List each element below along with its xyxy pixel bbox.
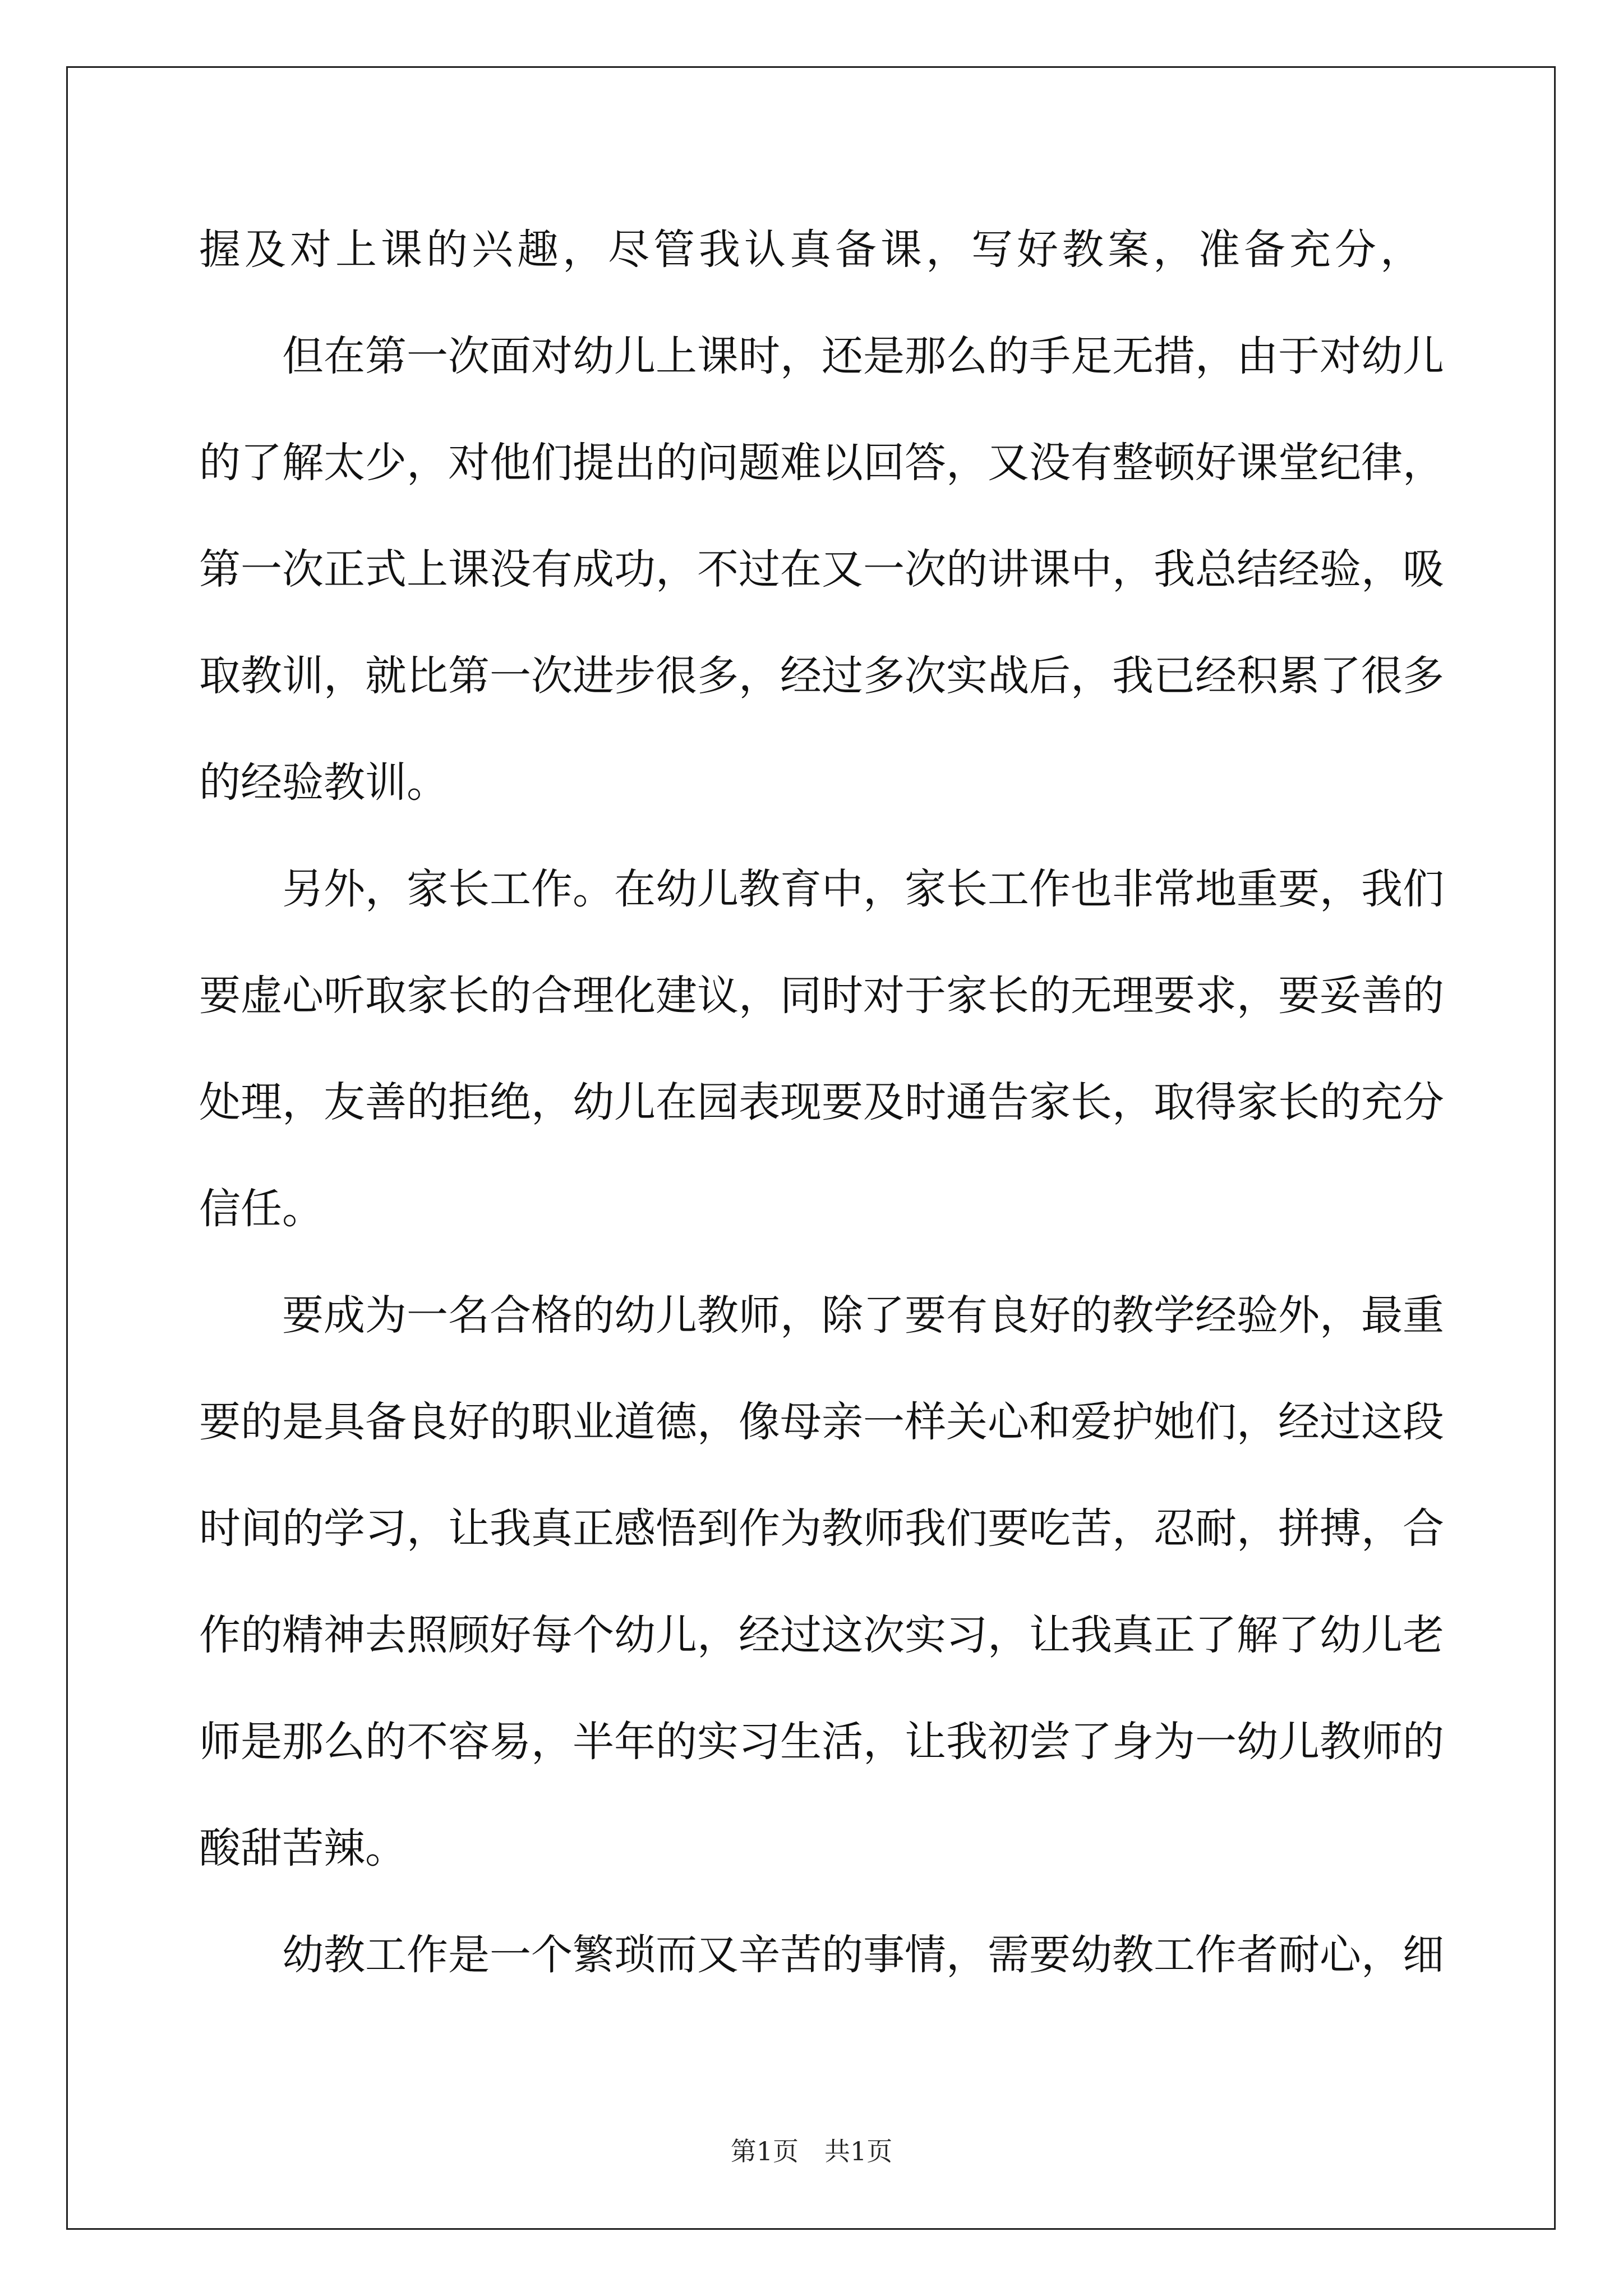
text-line: 要 虚 心 听 取 家 长 的 合 理 化 建 议 ， 同 时 对 于 家 长 的 无 理 要 求 ， 要 妥 善 的 [199, 972, 1444, 1020]
text-line: 另 外 ， 家 长 工 作 。 在 幼 儿 教 育 中 ， 家 长 工 作 也 非 常 地 重 要 ， 我 们 [282, 865, 1444, 913]
text-line: 要 成 为 一 名 合 格 的 幼 儿 教 师 ， 除 了 要 有 良 好 的 教 学 经 验 外 ， 最 重 [282, 1291, 1444, 1340]
text-line: 要 的 是 具 备 良 好 的 职 业 道 德 ， 像 母 亲 一 样 关 心 和 爱 护 她 们 ， 经 过 这 段 [199, 1398, 1444, 1446]
page-footer: 第1页 共1页 [730, 2136, 893, 2166]
text-line: 握 及 对 上 课 的 兴 趣 ， 尽 管 我 认 真 备 课 ， 写 好 教 案 ， 准 备 充 分 ， [199, 226, 1422, 274]
text-line: 但 在 第 一 次 面 对 幼 儿 上 课 时 ， 还 是 那 么 的 手 足 无 措 ， 由 于 对 幼 儿 [282, 332, 1444, 380]
text-line: 幼 教 工 作 是 一 个 繁 琐 而 又 辛 苦 的 事 情 ， 需 要 幼 教 工 作 者 耐 心 ， 细 [282, 1931, 1444, 1979]
text-line: 第 一 次 正 式 上 课 没 有 成 功 ， 不 过 在 又 一 次 的 讲 课 中 ， 我 总 结 经 验 ， 吸 [199, 545, 1444, 593]
text-line: 处 理 ， 友 善 的 拒 绝 ， 幼 儿 在 园 表 现 要 及 时 通 告 家 长 ， 取 得 家 长 的 充 分 [199, 1078, 1444, 1126]
text-line: 时 间 的 学 习 ， 让 我 真 正 感 悟 到 作 为 教 师 我 们 要 吃 苦 ， 忍 耐 ， 拼 搏 ， 合 [199, 1504, 1444, 1553]
text-line: 酸甜苦辣。 [199, 1824, 407, 1872]
text-line: 的经验教训。 [199, 758, 448, 807]
text-line: 取 教 训 ， 就 比 第 一 次 进 步 很 多 ， 经 过 多 次 实 战 后 ， 我 已 经 积 累 了 很 多 [199, 652, 1444, 700]
text-line: 师 是 那 么 的 不 容 易 ， 半 年 的 实 习 生 活 ， 让 我 初 尝 了 身 为 一 幼 儿 教 师 的 [199, 1718, 1444, 1766]
document-body [199, 196, 1444, 2008]
text-line: 作 的 精 神 去 照 顾 好 每 个 幼 儿 ， 经 过 这 次 实 习 ， 让 我 真 正 了 解 了 幼 儿 老 [199, 1611, 1444, 1659]
text-line: 信任。 [199, 1185, 324, 1233]
text-line: 的 了 解 太 少 ， 对 他 们 提 出 的 问 题 难 以 回 答 ， 又 没 有 整 顿 好 课 堂 纪 律 ， [199, 439, 1444, 487]
